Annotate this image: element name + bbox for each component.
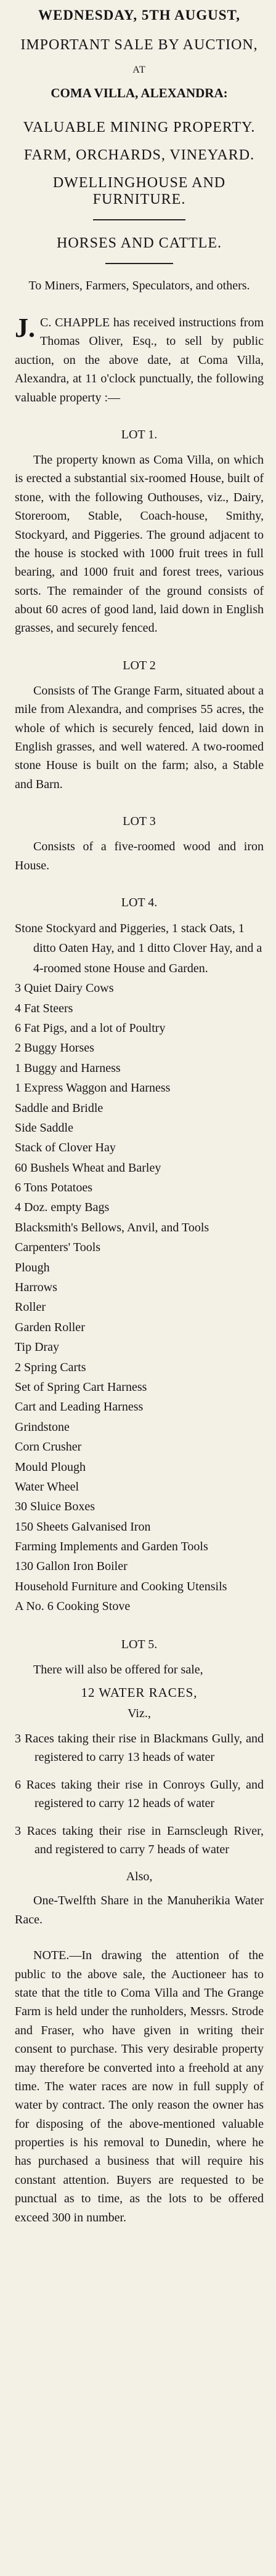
list-item: Tip Dray [15, 1340, 60, 1354]
valuable-property-heading: VALUABLE MINING PROPERTY. [23, 119, 256, 135]
list-item: Carpenters' Tools [15, 1241, 101, 1255]
heading-divider [93, 219, 185, 220]
list-item: A No. 6 Cooking Stove [15, 1600, 131, 1614]
note-section [15, 1946, 264, 2227]
list-item: Side Saddle [15, 1121, 73, 1135]
list-item: Garden Roller [15, 1320, 85, 1334]
water-races-list [15, 1729, 264, 1859]
intro-text: C. CHAPPLE has received instructions from Thomas Oliver, Esq., to sell by public auction, on the above date, at Coma Villa, Alexandra, at 11 o'clock punctually, the following valuable property :— [15, 316, 264, 405]
list-item: Farming Implements and Garden Tools [15, 1540, 208, 1554]
list-item: 3 Races taking their rise in Earnscleugh River, and registered to carry 7 heads of water [15, 1824, 264, 1856]
note-text: NOTE.—In drawing the attention of the public to the above sale, the Auctioneer has to state that the title to Coma Villa and The Grange Farm is held under the runholders, Messrs. Strode and Fraser, who have given in writing their consent to purchase. This very desirable property may therefore be converted into a freehold at any time. The water races are now in full supply of water by contract. The only reason the owner has for disposing of the above-mentioned valuable properties is his removal to Dunedin, where he has purchased a business that will require his constant attention. Buyers are requested to be punctual as to time, as the lots to be offered exceed 300 in number. [15, 1949, 264, 2224]
list-item: Set of Spring Cart Harness [15, 1380, 147, 1394]
list-item: 2 Spring Carts [15, 1360, 86, 1374]
sale-heading: IMPORTANT SALE BY AUCTION, [20, 37, 258, 53]
list-item: Plough [15, 1260, 50, 1274]
lot-4-title: LOT 4. [121, 895, 158, 909]
lot-5-offer: There will also be offered for sale, [33, 1662, 203, 1676]
sale-at: AT [132, 65, 146, 75]
list-item: 1 Express Waggon and Harness [15, 1081, 171, 1095]
lot-2-title: LOT 2 [123, 658, 156, 672]
viz-label: Viz., [128, 1707, 151, 1721]
sale-date: WEDNESDAY, 5TH AUGUST, [38, 7, 240, 23]
list-item: 3 Quiet Dairy Cows [15, 981, 114, 996]
lot-1-text: The property known as Coma Villa, on which is erected a substantial six-roomed House, built of stone, with the following Outhouses, viz., Dairy, Storeroom, Stable, Coach-house, Smithy, Stockyard, and Piggeries. The ground adjacent to the house is stocked with 1000 fruit trees in full bearing, and 1000 fruit and forest trees, various sorts. The remainder of the ground consists of about 60 acres of good land, laid down in English grasses, and securely fenced. [15, 453, 264, 635]
list-item: 150 Sheets Galvanised Iron [15, 1519, 151, 1534]
dwelling-heading: DWELLINGHOUSE AND FURNITURE. [52, 175, 226, 207]
list-item: Water Wheel [15, 1479, 79, 1494]
list-item: 2 Buggy Horses [15, 1041, 94, 1055]
list-item: 1 Buggy and Harness [15, 1061, 121, 1075]
list-item: 30 Sluice Boxes [15, 1500, 95, 1514]
lot-3-title: LOT 3 [123, 815, 156, 829]
list-item: 4 Fat Steers [15, 1001, 73, 1015]
list-item: 130 Gallon Iron Boiler [15, 1560, 128, 1574]
farm-heading: FARM, ORCHARDS, VINEYARD. [23, 147, 255, 163]
list-item: Stack of Clover Hay [15, 1141, 116, 1155]
list-item: Harrows [15, 1281, 57, 1295]
list-item: Cart and Leading Harness [15, 1400, 144, 1414]
lot-4-list [15, 919, 264, 1617]
list-item: 6 Fat Pigs, and a lot of Poultry [15, 1021, 166, 1035]
audience-divider [105, 263, 173, 264]
drop-cap: J. [15, 313, 35, 343]
list-item: Household Furniture and Cooking Utensils [15, 1579, 227, 1593]
intro-paragraph [15, 313, 264, 407]
list-item: Saddle and Bridle [15, 1101, 104, 1115]
lot-3-text: Consists of a five-roomed wood and iron House. [15, 840, 264, 872]
water-race-share: One-Twelfth Share in the Manuherikia Water Race. [15, 1894, 264, 1926]
list-item: Corn Crusher [15, 1440, 82, 1454]
lot-5-title: LOT 5. [121, 1637, 158, 1651]
horses-heading: HORSES AND CATTLE. [56, 235, 222, 251]
list-item: 3 Races taking their rise in Blackmans Gully, and registered to carry 13 heads of water [15, 1732, 264, 1765]
sale-venue: COMA VILLA, ALEXANDRA: [51, 86, 228, 100]
list-item: Grindstone [15, 1420, 70, 1434]
list-item: 6 Tons Potatoes [15, 1181, 93, 1195]
audience-line: To Miners, Farmers, Speculators, and others. [28, 279, 250, 292]
lot-2-text: Consists of The Grange Farm, situated about a mile from Alexandra, and comprises 55 acres, the whole of which is securely fenced, laid down in English grasses, and well watered. A two-roomed stone House is built on the farm; also, a Stable and Barn. [15, 683, 264, 791]
water-races-heading: 12 WATER RACES, [81, 1685, 198, 1701]
list-item: 60 Bushels Wheat and Barley [15, 1161, 161, 1175]
also-label: Also, [126, 1870, 153, 1884]
list-item: Roller [15, 1300, 46, 1314]
list-item: Mould Plough [15, 1460, 86, 1474]
list-item: Stone Stockyard and Piggeries, 1 stack Oats, 1 ditto Oaten Hay, and 1 ditto Clover Hay, and a 4-roomed stone House and Garden. [15, 921, 262, 975]
lot-1-title: LOT 1. [121, 427, 158, 441]
list-item: 6 Races taking their rise in Conroys Gully, and registered to carry 12 heads of water [15, 1777, 264, 1811]
list-item: 4 Doz. empty Bags [15, 1201, 110, 1215]
list-item: Blacksmith's Bellows, Anvil, and Tools [15, 1220, 209, 1234]
